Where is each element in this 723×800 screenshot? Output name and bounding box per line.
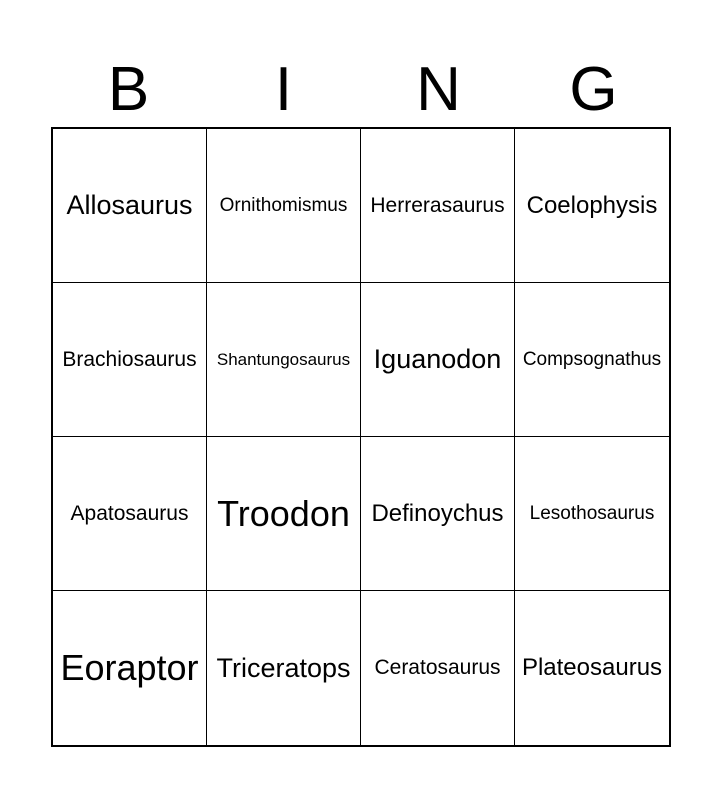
bingo-cell: Iguanodon [361,283,515,437]
bingo-cell: Apatosaurus [53,437,207,591]
bingo-cell: Allosaurus [53,129,207,283]
bingo-cell: Coelophysis [515,129,669,283]
header-letter-g: G [569,55,618,124]
bingo-cell: Compsognathus [515,283,669,437]
bingo-cell: Brachiosaurus [53,283,207,437]
bingo-cell: Ceratosaurus [361,591,515,745]
bingo-cell: Herrerasaurus [361,129,515,283]
bingo-cell: Definoychus [361,437,515,591]
header-letter-i: I [274,55,293,124]
header-letter-b: B [107,55,150,124]
bingo-cell: Ornithomismus [207,129,361,283]
header-letter-n: N [416,55,461,124]
bingo-cell: Eoraptor [53,591,207,745]
bingo-cell: Plateosaurus [521,654,663,681]
bingo-cell: Shantungosaurus [207,283,361,437]
bingo-board [51,127,671,747]
bingo-cell: Triceratops [207,591,361,745]
bingo-cell: Troodon [207,437,361,591]
bingo-header [51,52,671,128]
bingo-cell: Lesothosaurus [515,437,669,591]
